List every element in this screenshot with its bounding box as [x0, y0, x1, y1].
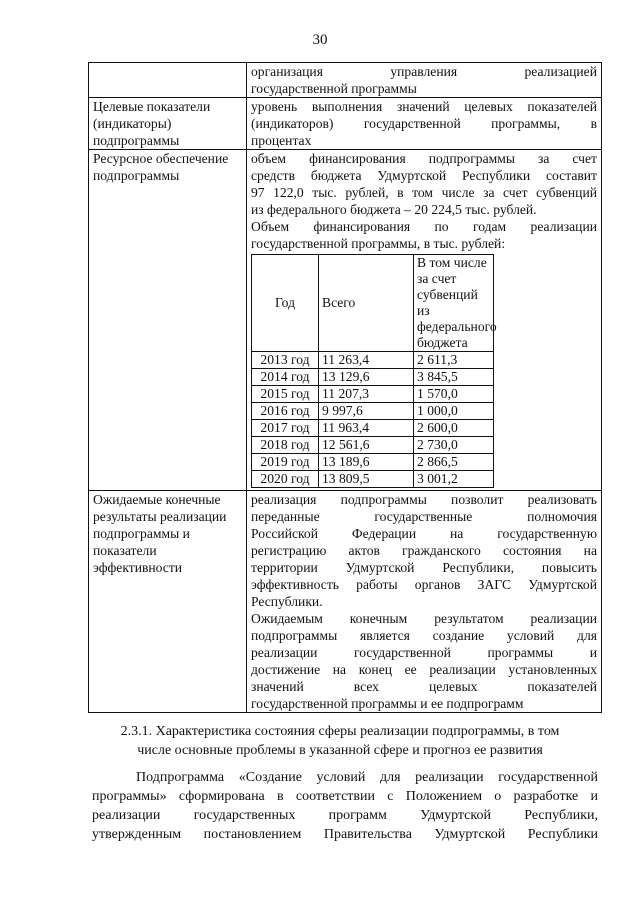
- text-line: реализации государственной программы и: [251, 645, 597, 660]
- text-line: подпрограммы: [93, 168, 180, 183]
- text-line: реализация подпрограммы позволит реализовать: [251, 492, 597, 507]
- cell-federal: 3 001,2: [414, 471, 494, 488]
- text-line: эффективность работы органов ЗАГС Удмуртской: [251, 577, 597, 592]
- text-line: подпрограммы является создание условий для: [251, 628, 597, 643]
- text-line: процентах: [251, 133, 312, 148]
- cell-federal: 2 866,5: [414, 454, 494, 471]
- cell-total: 11 207,3: [319, 386, 414, 403]
- text-line: Подпрограмма «Создание условий для реализации государственной: [136, 770, 598, 785]
- text-line: бюджета: [417, 335, 468, 350]
- text-line: Российской Федерации на государственную: [251, 526, 597, 541]
- cell-year: 2018 год: [252, 437, 319, 454]
- text-line: реализации государственных программ Удмуртской Республики,: [92, 808, 598, 823]
- section-heading: [100, 722, 580, 760]
- finance-row: [252, 437, 494, 454]
- header-federal: [414, 255, 497, 352]
- text-line: средств бюджета Удмуртской Республики составит: [251, 168, 597, 183]
- cell-total: 13 809,5: [319, 471, 414, 488]
- cell-federal: 2 730,0: [414, 437, 494, 454]
- row-value: [247, 491, 602, 713]
- cell-total: 11 263,4: [319, 352, 414, 369]
- text-line: государственной программы и ее подпрограмм: [251, 696, 524, 711]
- table-row: [89, 98, 602, 150]
- finance-row: [252, 403, 494, 420]
- text-line: Ресурсное обеспечение: [93, 151, 229, 166]
- cell-total: 11 963,4: [319, 420, 414, 437]
- row-label: [89, 491, 247, 713]
- text-line: Ожидаемые конечные: [93, 492, 221, 507]
- row-label: [89, 98, 247, 150]
- text-line: уровень выполнения значений целевых показателей: [251, 99, 597, 114]
- cell-year: 2020 год: [252, 471, 319, 488]
- row-value: [247, 150, 602, 491]
- finance-row: [252, 352, 494, 369]
- text-line: Объем финансирования по годам реализации: [251, 219, 597, 234]
- table-row: [89, 150, 602, 491]
- finance-row: [252, 454, 494, 471]
- text-line: В том числе за счет: [417, 255, 487, 286]
- finance-row: [252, 420, 494, 437]
- table-row: [89, 63, 602, 98]
- text-line: результаты реализации: [93, 509, 227, 524]
- text-line: значений всех целевых показателей: [251, 679, 597, 694]
- cell-federal: 2 600,0: [414, 420, 494, 437]
- cell-total: 13 129,6: [319, 369, 414, 386]
- row-label: [89, 63, 247, 98]
- text-line: федерального: [417, 319, 497, 334]
- text-line: 2.3.1. Характеристика состояния сферы реализации подпрограммы, в том: [120, 724, 560, 739]
- finance-row: [252, 471, 494, 488]
- cell-year: 2016 год: [252, 403, 319, 420]
- text-line: государственной программы, в тыс. рублей:: [251, 236, 506, 251]
- text-line: (индикаторов) государственной программы, в: [251, 116, 597, 131]
- cell-total: 13 189,6: [319, 454, 414, 471]
- text-line: объем финансирования подпрограммы за счет: [251, 151, 597, 166]
- text-line: подпрограммы и: [93, 526, 190, 541]
- row-value: [247, 98, 602, 150]
- text-line: переданные государственные полномочия: [251, 509, 597, 524]
- text-line: 97 122,0 тыс. рублей, в том числе за счет субвенций: [251, 185, 597, 200]
- text-line: Ожидаемым конечным результатом реализации: [251, 611, 597, 626]
- text-line: утвержденным постановлением Правительства Удмуртской Республики: [92, 827, 598, 842]
- text-line: достижение на конец ее реализации установленных: [251, 662, 597, 677]
- text-line: территории Удмуртской Республики, повысить: [251, 560, 597, 575]
- cell-federal: 1 000,0: [414, 403, 494, 420]
- finance-header-row: [252, 255, 494, 352]
- cell-federal: 3 845,5: [414, 369, 494, 386]
- text-line: Целевые показатели: [93, 99, 211, 114]
- text-line: из федерального бюджета – 20 224,5 тыс. рублей.: [251, 202, 537, 217]
- finance-table: [251, 254, 497, 488]
- row-value: [247, 63, 602, 98]
- body-paragraph: [92, 768, 598, 844]
- text-line: показатели: [93, 543, 157, 558]
- text-line: числе основные проблемы в указанной сфере и прогноз ее развития: [137, 743, 543, 758]
- cell-year: 2015 год: [252, 386, 319, 403]
- finance-row: [252, 369, 494, 386]
- text-line: эффективности: [93, 560, 183, 575]
- cell-year: 2019 год: [252, 454, 319, 471]
- cell-year: 2014 год: [252, 369, 319, 386]
- text-line: регистрацию актов гражданского состояния на: [251, 543, 597, 558]
- finance-row: [252, 386, 494, 403]
- text-line: организация управления реализацией: [251, 64, 597, 79]
- header-total: Всего: [319, 255, 414, 352]
- text-line: программы» сформирована в соответствии с Положением о разработке и: [92, 789, 598, 804]
- cell-year: 2017 год: [252, 420, 319, 437]
- cell-federal: 1 570,0: [414, 386, 494, 403]
- row-label: [89, 150, 247, 491]
- cell-federal: 2 611,3: [414, 352, 494, 369]
- cell-year: 2013 год: [252, 352, 319, 369]
- text-line: подпрограммы: [93, 133, 180, 148]
- text-line: государственной программы: [251, 81, 417, 96]
- text-line: субвенций из: [417, 287, 478, 318]
- passport-table: [88, 62, 602, 713]
- page-number: 30: [312, 32, 328, 48]
- header-year: Год: [252, 255, 319, 352]
- table-row: [89, 491, 602, 713]
- text-line: Республики.: [251, 594, 323, 609]
- cell-total: 12 561,6: [319, 437, 414, 454]
- text-line: (индикаторы): [93, 116, 172, 131]
- cell-total: 9 997,6: [319, 403, 414, 420]
